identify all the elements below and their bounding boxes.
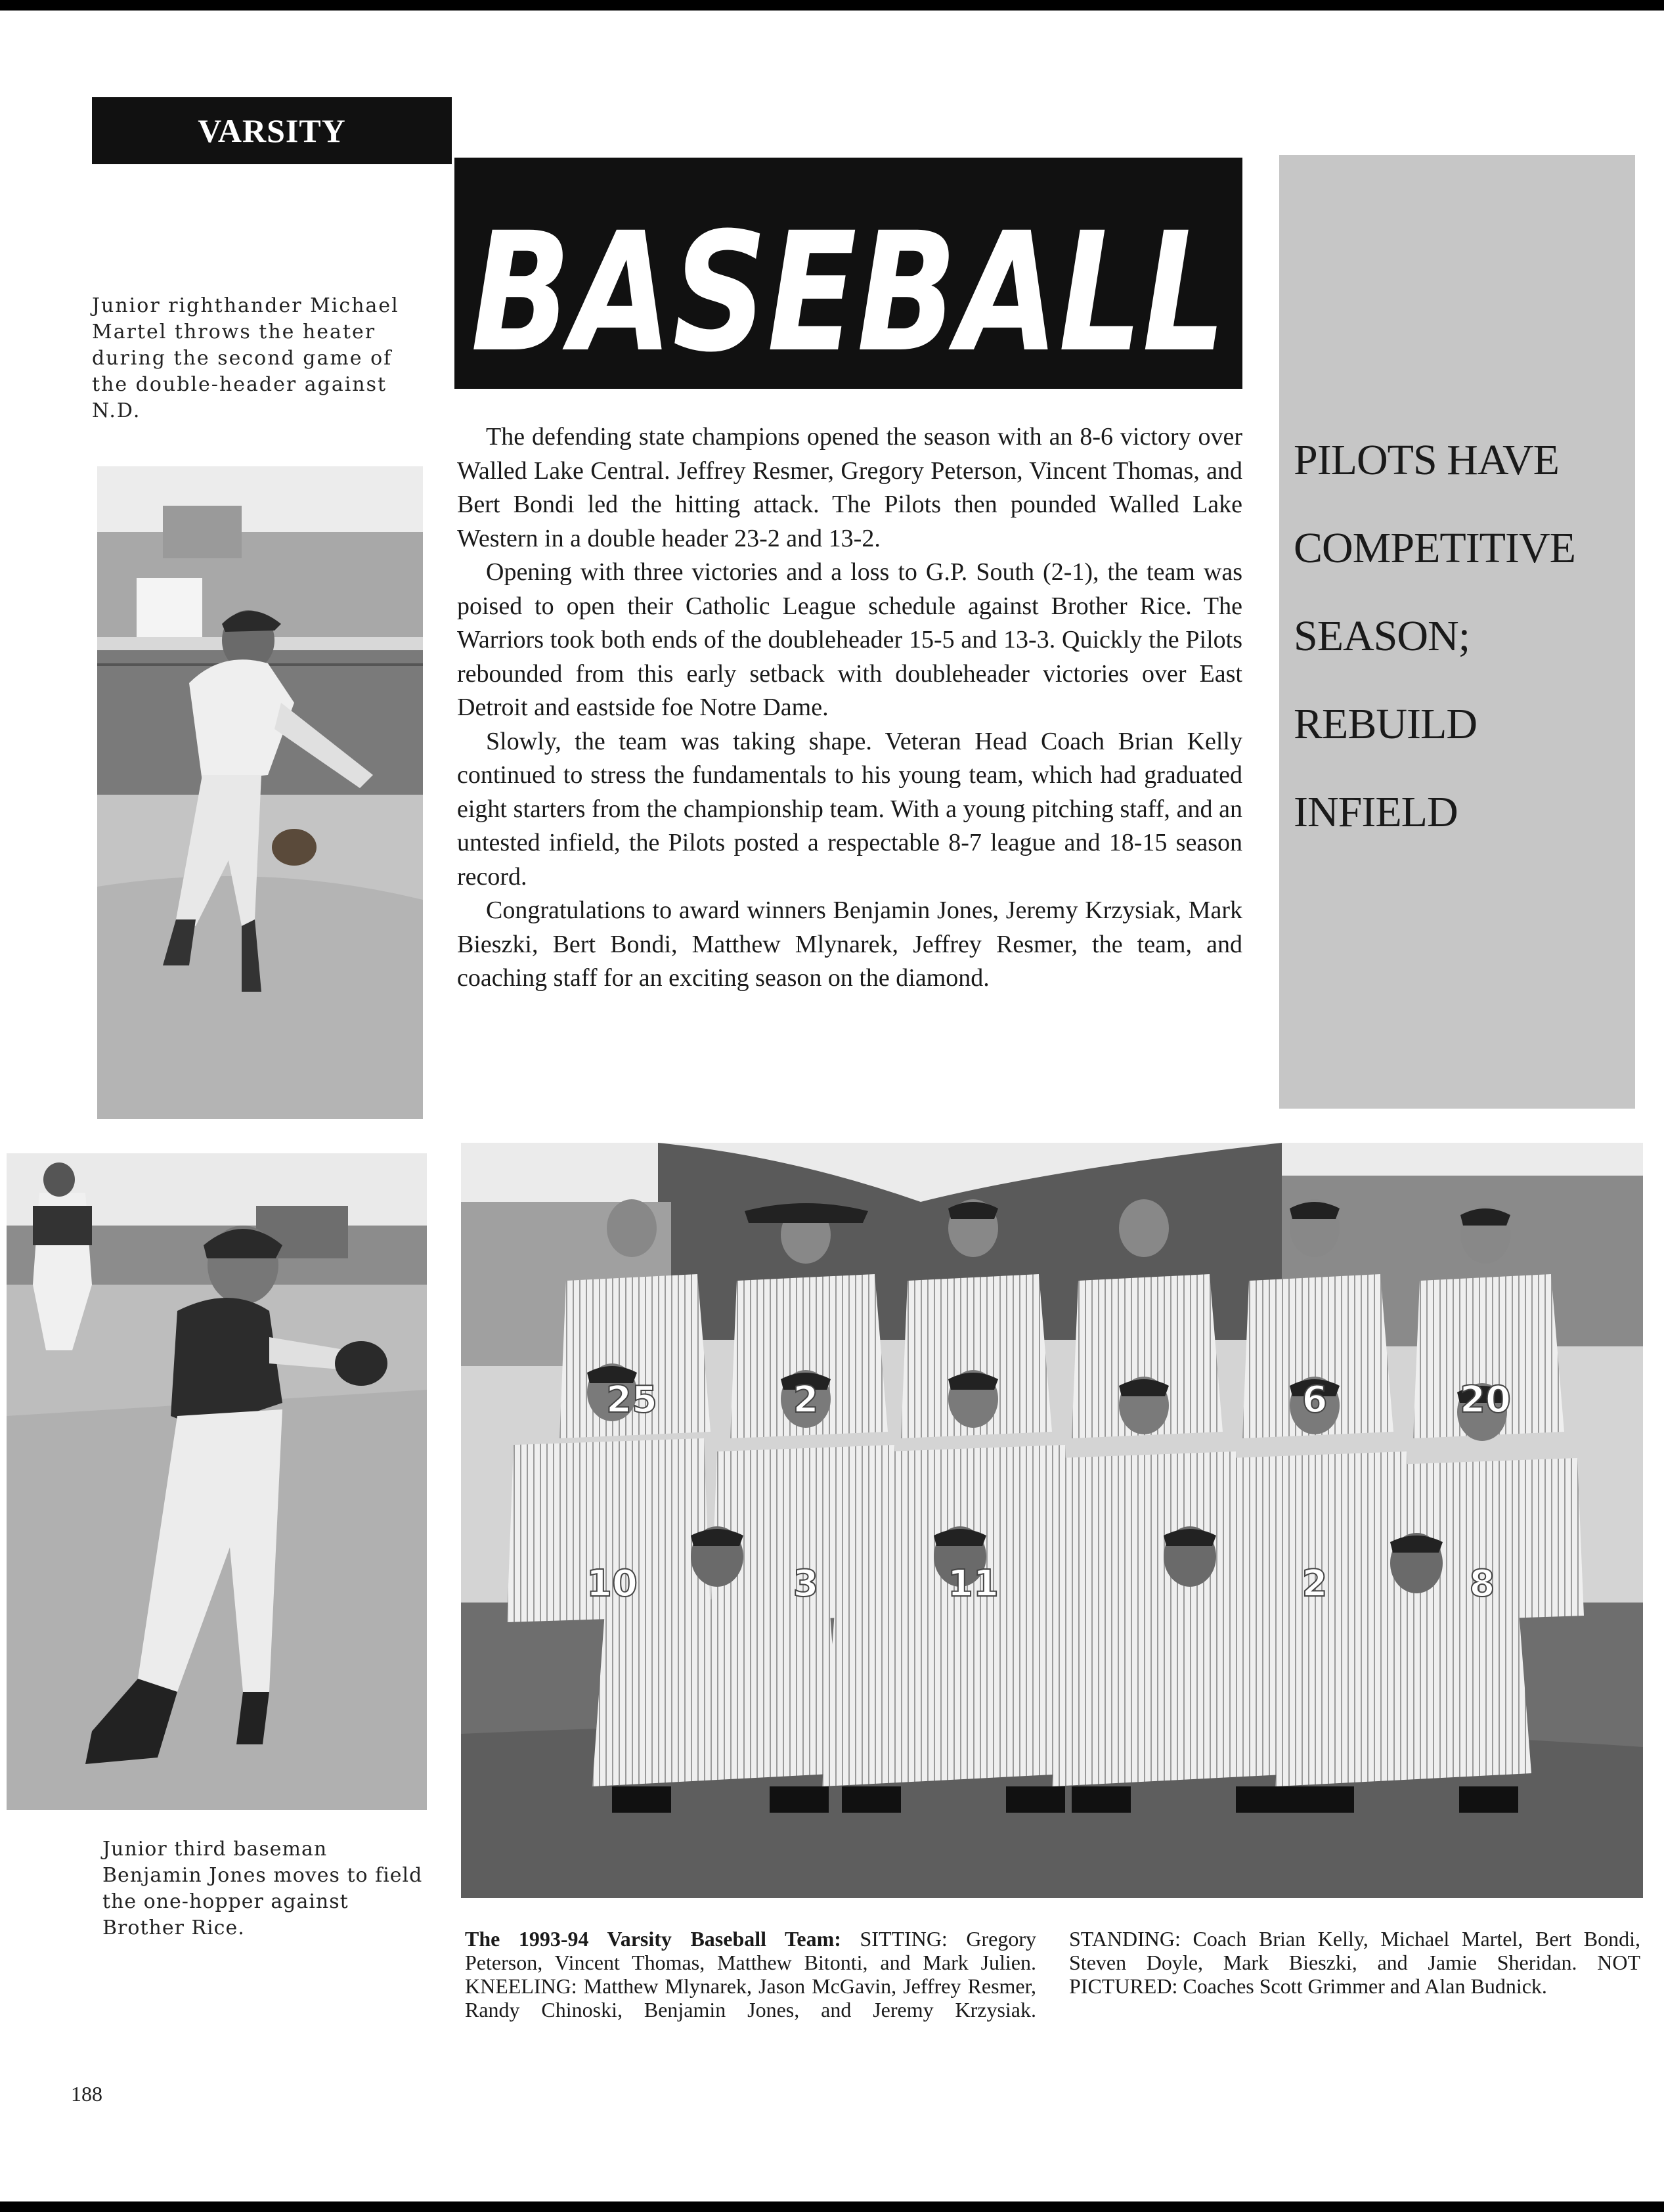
pitcher-caption: Junior righthander Michael Martel throws the heater during the second game of the double-header against N.D. [92, 294, 399, 422]
story-paragraph: Slowly, the team was taking shape. Veteran Head Coach Brian Kelly continued to stress the fundamentals to his young team, which had graduated eight starters from the championship team. With a young pitching staff, and an untested infield, the Pilots posted a respectable 8-7 league and 18-15 season record. [457, 727, 1242, 891]
title-banner [454, 158, 1242, 389]
third-baseman-caption: Junior third baseman Benjamin Jones moves to field the one-hopper against Brother Rice. [102, 1838, 423, 1939]
pitcher-photo [97, 466, 423, 1119]
bottom-border [0, 2201, 1664, 2212]
jersey-number: 2 [1302, 1562, 1328, 1605]
story-paragraph: Opening with three victories and a loss to G.P. South (2-1), the team was poised to open their Catholic League schedule against Brother Rice. The Warriors took both ends of the doubleheader 15-5 and 13-3. Quickly the Pilots rebounded from this early setback with doubleheader victories over East Detroit and eastside foe Notre Dame. [457, 558, 1242, 721]
jersey-number: 3 [793, 1562, 819, 1605]
section-label: VARSITY [92, 97, 452, 164]
team-photo-caption [465, 1927, 1640, 2022]
top-border [0, 0, 1664, 11]
headline-line: SEASON; [1294, 612, 1470, 660]
headline-line: COMPETITIVE [1294, 524, 1575, 572]
third-baseman-photo [7, 1153, 427, 1810]
headline-line: PILOTS HAVE [1294, 436, 1559, 484]
page-title: BASEBALL [471, 197, 1226, 388]
page-number: 188 [71, 2082, 102, 2106]
headline-line: INFIELD [1294, 788, 1458, 836]
jersey-number: 25 [606, 1379, 657, 1421]
jersey-number: 11 [948, 1562, 999, 1605]
story-paragraph: Congratulations to award winners Benjamin Jones, Jeremy Krzysiak, Mark Bieszki, Bert Bondi, Matthew Mlynarek, Jeffrey Resmer, the team, and coaching staff for an exciting season on the diamond. [457, 896, 1242, 992]
jersey-number: 6 [1302, 1379, 1328, 1421]
jersey-number: 2 [793, 1379, 819, 1421]
team-photo [461, 1143, 1643, 1898]
headline-line: REBUILD [1294, 700, 1477, 748]
team-caption-title: The 1993-94 Varsity Baseball Team: [465, 1927, 841, 1951]
jersey-number: 8 [1469, 1562, 1495, 1605]
story-body [457, 420, 1242, 996]
story-paragraph: The defending state champions opened the season with an 8-6 victory over Walled Lake Central. Jeffrey Resmer, Gregory Peterson, Vincent Thomas, and Bert Bondi led the hitting attack. The Pilots then pounded Walled Lake Western in a double header 23-2 and 13-2. [457, 423, 1242, 552]
team-caption-body: SITTING: Gregory Peterson, Vincent Thomas, Matthew Bitonti, and Mark Julien. KNEELING: Matthew Mlynarek, Jason McGavin, Jeffrey Resmer, Randy Chinoski, Benjamin Jones, and Jeremy Krzysiak. STANDING: Coach Brian Kelly, Michael Martel, Bert Bondi, Steven Doyle, Mark Bieszki, and Jamie Sheridan. NOT PICTURED: Coaches Scott Grimmer and Alan Budnick. [465, 1927, 1640, 2022]
jersey-number: 20 [1460, 1379, 1511, 1421]
sidebar-headline [1294, 416, 1635, 856]
jersey-number: 10 [586, 1562, 638, 1605]
